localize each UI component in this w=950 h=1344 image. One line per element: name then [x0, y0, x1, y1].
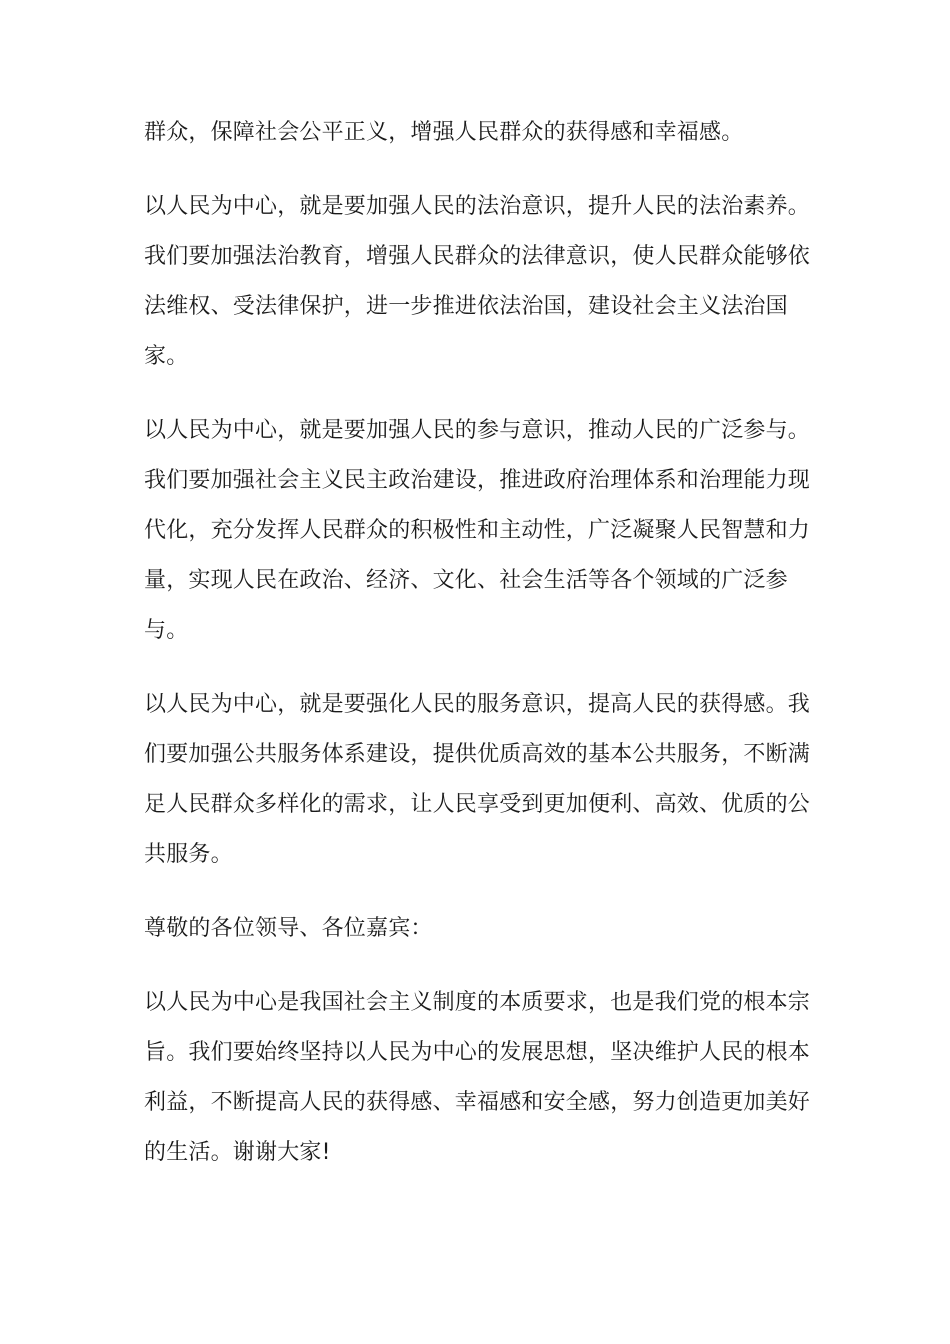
closing-paragraph: 以人民为中心是我国社会主义制度的本质要求，也是我们党的根本宗旨。我们要始终坚持以人民为中心的发展思想，坚决维护人民的根本利益，不断提高人民的获得感、幸福感和安全感，努力创造更加美好的生活。谢谢大家! [144, 990, 811, 1165]
paragraph-4: 以人民为中心，就是要强化人民的服务意识，提高人民的获得感。我们要加强公共服务体系建设，提供优质高效的基本公共服务，不断满足人民群众多样化的需求，让人民享受到更加便利、高效、优质的公共服务。 [144, 692, 811, 867]
document-body [144, 108, 816, 1202]
paragraph-1: 群众，保障社会公平正义，增强人民群众的获得感和幸福感。 [144, 120, 744, 145]
paragraph-3: 以人民为中心，就是要加强人民的参与意识，推动人民的广泛参与。我们要加强社会主义民主政治建设，推进政府治理体系和治理能力现代化，充分发挥人民群众的积极性和主动性，广泛凝聚人民智慧和力量，实现人民在政治、经济、文化、社会生活等各个领域的广泛参与。 [144, 418, 811, 643]
salutation: 尊敬的各位领导、各位嘉宾： [144, 916, 433, 941]
paragraph-2: 以人民为中心，就是要加强人民的法治意识，提升人民的法治素养。我们要加强法治教育，增强人民群众的法律意识，使人民群众能够依法维权、受法律保护，进一步推进依法治国，建设社会主义法治国家。 [144, 194, 811, 369]
